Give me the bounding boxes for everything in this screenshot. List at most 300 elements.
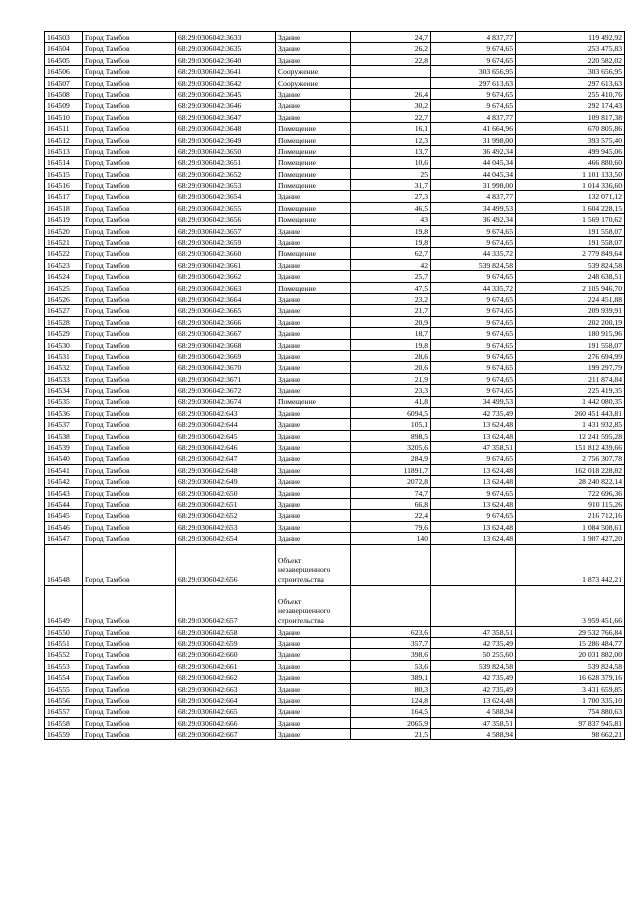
cadastral-value-cell: 297 613,63: [516, 77, 625, 88]
cadastral-number-cell: 68:29:0306042:3645: [176, 88, 276, 99]
table-row: [45, 626, 625, 637]
rate-cell: 34 499,53: [431, 396, 516, 407]
area-cell: 80,3: [351, 683, 431, 694]
city-cell: Город Тамбов: [83, 202, 176, 213]
cadastral-number-cell: 68:29:0306042:3665: [176, 305, 276, 316]
city-cell: Город Тамбов: [83, 430, 176, 441]
table-row: [45, 43, 625, 54]
area-cell: 6094,5: [351, 407, 431, 418]
table-row: [45, 476, 625, 487]
city-cell: Город Тамбов: [83, 88, 176, 99]
table-row: [45, 259, 625, 270]
table-row: [45, 100, 625, 111]
rate-cell: 9 674,65: [431, 385, 516, 396]
area-cell: 105,1: [351, 419, 431, 430]
cadastral-value-cell: 910 115,26: [516, 499, 625, 510]
cadastral-number-cell: 68:29:0306042:3655: [176, 202, 276, 213]
cadastral-number-cell: 68:29:0306042:666: [176, 717, 276, 728]
row-number: 164511: [45, 123, 83, 134]
row-number: 164540: [45, 453, 83, 464]
row-number: 164520: [45, 225, 83, 236]
cadastral-number-cell: 68:29:0306042:651: [176, 499, 276, 510]
table-row: [45, 111, 625, 122]
table-row: [45, 362, 625, 373]
city-cell: Город Тамбов: [83, 419, 176, 430]
table-row: [45, 694, 625, 705]
row-number: 164555: [45, 683, 83, 694]
table-row: [45, 419, 625, 430]
cadastral-value-cell: 303 656,95: [516, 66, 625, 77]
table-row: [45, 66, 625, 77]
rate-cell: 13 624,48: [431, 694, 516, 705]
city-cell: Город Тамбов: [83, 729, 176, 740]
cadastral-number-cell: 68:29:0306042:653: [176, 521, 276, 532]
city-cell: Город Тамбов: [83, 180, 176, 191]
rate-cell: 47 358,51: [431, 442, 516, 453]
cadastral-number-cell: 68:29:0306042:3642: [176, 77, 276, 88]
rate-cell: [431, 544, 516, 585]
rate-cell: 303 656,95: [431, 66, 516, 77]
rate-cell: 9 674,65: [431, 293, 516, 304]
cadastral-number-cell: 68:29:0306042:645: [176, 430, 276, 441]
rate-cell: 31 998,00: [431, 134, 516, 145]
object-type-cell: Помещение: [276, 145, 351, 156]
row-number: 164522: [45, 248, 83, 259]
city-cell: Город Тамбов: [83, 237, 176, 248]
city-cell: Город Тамбов: [83, 77, 176, 88]
rate-cell: 44 335,72: [431, 248, 516, 259]
cadastral-value-cell: 224 451,88: [516, 293, 625, 304]
cadastral-number-cell: 68:29:0306042:3664: [176, 293, 276, 304]
city-cell: Город Тамбов: [83, 316, 176, 327]
table-row: [45, 521, 625, 532]
cadastral-value-cell: 20 031 882,00: [516, 649, 625, 660]
cadastral-number-cell: 68:29:0306042:3666: [176, 316, 276, 327]
rate-cell: 36 492,34: [431, 214, 516, 225]
cadastral-number-cell: 68:29:0306042:3660: [176, 248, 276, 259]
city-cell: Город Тамбов: [83, 350, 176, 361]
rate-cell: 13 624,48: [431, 419, 516, 430]
area-cell: 10,6: [351, 157, 431, 168]
rate-cell: 539 824,58: [431, 259, 516, 270]
row-number: 164506: [45, 66, 83, 77]
row-number: 164538: [45, 430, 83, 441]
area-cell: 19,8: [351, 237, 431, 248]
cadastral-number-cell: 68:29:0306042:3635: [176, 43, 276, 54]
cadastral-number-cell: 68:29:0306042:3669: [176, 350, 276, 361]
table-row: [45, 88, 625, 99]
cadastral-number-cell: 68:29:0306042:646: [176, 442, 276, 453]
city-cell: Город Тамбов: [83, 373, 176, 384]
row-number: 164521: [45, 237, 83, 248]
area-cell: 62,7: [351, 248, 431, 259]
row-number: 164543: [45, 487, 83, 498]
rate-cell: 9 674,65: [431, 305, 516, 316]
object-type-cell: Здание: [276, 453, 351, 464]
area-cell: 19,8: [351, 225, 431, 236]
table-row: [45, 123, 625, 134]
row-number: 164536: [45, 407, 83, 418]
table-row: [45, 157, 625, 168]
object-type-cell: Помещение: [276, 248, 351, 259]
city-cell: Город Тамбов: [83, 111, 176, 122]
object-type-cell: Здание: [276, 533, 351, 544]
area-cell: 3205,6: [351, 442, 431, 453]
city-cell: Город Тамбов: [83, 168, 176, 179]
rate-cell: 36 492,34: [431, 145, 516, 156]
row-number: 164552: [45, 649, 83, 660]
area-cell: 22,8: [351, 54, 431, 65]
city-cell: Город Тамбов: [83, 453, 176, 464]
cadastral-value-cell: 1 907 427,20: [516, 533, 625, 544]
city-cell: Город Тамбов: [83, 487, 176, 498]
rate-cell: 9 674,65: [431, 487, 516, 498]
object-type-cell: Помещение: [276, 123, 351, 134]
rate-cell: 47 358,51: [431, 626, 516, 637]
cadastral-value-cell: 1 442 080,35: [516, 396, 625, 407]
city-cell: Город Тамбов: [83, 694, 176, 705]
object-type-cell: Здание: [276, 385, 351, 396]
cadastral-value-cell: 1 014 336,60: [516, 180, 625, 191]
cadastral-number-cell: 68:29:0306042:664: [176, 694, 276, 705]
rate-cell: 4 837,77: [431, 191, 516, 202]
rate-cell: 9 674,65: [431, 43, 516, 54]
cadastral-number-cell: 68:29:0306042:3656: [176, 214, 276, 225]
rate-cell: 13 624,48: [431, 499, 516, 510]
area-cell: 66,8: [351, 499, 431, 510]
city-cell: Город Тамбов: [83, 271, 176, 282]
area-cell: 22,4: [351, 510, 431, 521]
table-row: [45, 544, 625, 585]
area-cell: 79,6: [351, 521, 431, 532]
table-row: [45, 225, 625, 236]
cadastral-value-cell: 539 824,58: [516, 259, 625, 270]
city-cell: Город Тамбов: [83, 717, 176, 728]
city-cell: Город Тамбов: [83, 533, 176, 544]
area-cell: 2072,8: [351, 476, 431, 487]
table-row: [45, 396, 625, 407]
area-cell: 25: [351, 168, 431, 179]
row-number: 164551: [45, 637, 83, 648]
cadastral-value-cell: 202 200,19: [516, 316, 625, 327]
rate-cell: 4 837,77: [431, 111, 516, 122]
table-row: [45, 282, 625, 293]
row-number: 164548: [45, 544, 83, 585]
rate-cell: 42 735,49: [431, 407, 516, 418]
row-number: 164510: [45, 111, 83, 122]
area-cell: 2065,9: [351, 717, 431, 728]
row-number: 164527: [45, 305, 83, 316]
table-row: [45, 683, 625, 694]
city-cell: Город Тамбов: [83, 362, 176, 373]
object-type-cell: Здание: [276, 442, 351, 453]
cadastral-value-cell: 12 241 595,28: [516, 430, 625, 441]
object-type-cell: Помещение: [276, 168, 351, 179]
rate-cell: [431, 585, 516, 626]
rate-cell: 13 624,48: [431, 464, 516, 475]
object-type-cell: Здание: [276, 43, 351, 54]
area-cell: 74,7: [351, 487, 431, 498]
city-cell: Город Тамбов: [83, 637, 176, 648]
object-type-cell: Помещение: [276, 134, 351, 145]
city-cell: Город Тамбов: [83, 134, 176, 145]
cadastral-value-cell: 3 431 659,85: [516, 683, 625, 694]
cadastral-value-cell: 97 837 945,81: [516, 717, 625, 728]
table-row: [45, 637, 625, 648]
area-cell: 24,7: [351, 32, 431, 43]
cadastral-value-cell: 209 939,91: [516, 305, 625, 316]
area-cell: 41,8: [351, 396, 431, 407]
table-row: [45, 729, 625, 740]
cadastral-value-cell: 255 410,76: [516, 88, 625, 99]
area-cell: 23,2: [351, 293, 431, 304]
cadastral-number-cell: 68:29:0306042:656: [176, 544, 276, 585]
row-number: 164515: [45, 168, 83, 179]
area-cell: 27,3: [351, 191, 431, 202]
rate-cell: 9 674,65: [431, 316, 516, 327]
cadastral-number-cell: 68:29:0306042:663: [176, 683, 276, 694]
cadastral-value-cell: 2 756 307,78: [516, 453, 625, 464]
city-cell: Город Тамбов: [83, 683, 176, 694]
city-cell: Город Тамбов: [83, 32, 176, 43]
object-type-cell: Здание: [276, 339, 351, 350]
row-number: 164525: [45, 282, 83, 293]
object-type-cell: Здание: [276, 111, 351, 122]
cadastral-value-cell: 191 558,07: [516, 339, 625, 350]
area-cell: 43: [351, 214, 431, 225]
cadastral-number-cell: 68:29:0306042:660: [176, 649, 276, 660]
city-cell: Город Тамбов: [83, 660, 176, 671]
rate-cell: 13 624,48: [431, 430, 516, 441]
object-type-cell: Здание: [276, 237, 351, 248]
object-type-cell: Здание: [276, 717, 351, 728]
city-cell: Город Тамбов: [83, 385, 176, 396]
object-type-cell: Объект незавершенного строительства: [276, 544, 351, 585]
table-row: [45, 305, 625, 316]
rate-cell: 13 624,48: [431, 476, 516, 487]
area-cell: 12,3: [351, 134, 431, 145]
city-cell: Город Тамбов: [83, 544, 176, 585]
cadastral-value-cell: 180 915,96: [516, 328, 625, 339]
area-cell: [351, 585, 431, 626]
table-row: [45, 339, 625, 350]
cadastral-number-cell: 68:29:0306042:658: [176, 626, 276, 637]
city-cell: Город Тамбов: [83, 499, 176, 510]
area-cell: 13,7: [351, 145, 431, 156]
city-cell: Город Тамбов: [83, 259, 176, 270]
table-row: [45, 77, 625, 88]
row-number: 164559: [45, 729, 83, 740]
cadastral-number-cell: 68:29:0306042:3651: [176, 157, 276, 168]
cadastral-value-cell: 248 638,51: [516, 271, 625, 282]
row-number: 164549: [45, 585, 83, 626]
object-type-cell: Здание: [276, 660, 351, 671]
cadastral-value-cell: 1 101 133,50: [516, 168, 625, 179]
rate-cell: 34 499,53: [431, 202, 516, 213]
table-row: [45, 649, 625, 660]
cadastral-value-cell: 276 694,99: [516, 350, 625, 361]
row-number: 164539: [45, 442, 83, 453]
city-cell: Город Тамбов: [83, 43, 176, 54]
cadastral-value-cell: 3 959 451,66: [516, 585, 625, 626]
row-number: 164529: [45, 328, 83, 339]
area-cell: 623,6: [351, 626, 431, 637]
rate-cell: 9 674,65: [431, 100, 516, 111]
city-cell: Город Тамбов: [83, 706, 176, 717]
row-number: 164545: [45, 510, 83, 521]
cadastral-value-cell: 292 174,43: [516, 100, 625, 111]
rate-cell: 13 624,48: [431, 521, 516, 532]
area-cell: 26,4: [351, 88, 431, 99]
area-cell: 389,1: [351, 672, 431, 683]
cadastral-number-cell: 68:29:0306042:3653: [176, 180, 276, 191]
table-row: [45, 316, 625, 327]
cadastral-number-cell: 68:29:0306042:3652: [176, 168, 276, 179]
object-type-cell: Сооружение: [276, 66, 351, 77]
city-cell: Город Тамбов: [83, 585, 176, 626]
table-row: [45, 717, 625, 728]
table-row: [45, 271, 625, 282]
object-type-cell: Здание: [276, 293, 351, 304]
cadastral-number-cell: 68:29:0306042:644: [176, 419, 276, 430]
table-row: [45, 134, 625, 145]
cadastral-value-cell: 225 419,35: [516, 385, 625, 396]
table-row: [45, 32, 625, 43]
area-cell: 46,5: [351, 202, 431, 213]
area-cell: 23,3: [351, 385, 431, 396]
cadastral-number-cell: 68:29:0306042:3648: [176, 123, 276, 134]
city-cell: Город Тамбов: [83, 54, 176, 65]
city-cell: Город Тамбов: [83, 100, 176, 111]
cadastral-value-cell: 1 084 508,61: [516, 521, 625, 532]
row-number: 164556: [45, 694, 83, 705]
row-number: 164517: [45, 191, 83, 202]
cadastral-value-cell: 191 558,07: [516, 225, 625, 236]
rate-cell: 9 674,65: [431, 328, 516, 339]
rate-cell: 539 824,58: [431, 660, 516, 671]
rate-cell: 31 998,00: [431, 180, 516, 191]
cadastral-number-cell: 68:29:0306042:3661: [176, 259, 276, 270]
cadastral-value-cell: 2 105 946,70: [516, 282, 625, 293]
rate-cell: 42 735,49: [431, 637, 516, 648]
row-number: 164546: [45, 521, 83, 532]
object-type-cell: Здание: [276, 350, 351, 361]
cadastral-value-cell: 393 575,40: [516, 134, 625, 145]
object-type-cell: Здание: [276, 362, 351, 373]
row-number: 164514: [45, 157, 83, 168]
city-cell: Город Тамбов: [83, 339, 176, 350]
object-type-cell: Помещение: [276, 180, 351, 191]
table-row: [45, 706, 625, 717]
table-row: [45, 54, 625, 65]
table-row: [45, 248, 625, 259]
cadastral-number-cell: 68:29:0306042:657: [176, 585, 276, 626]
cadastral-value-cell: 539 824,58: [516, 660, 625, 671]
city-cell: Город Тамбов: [83, 396, 176, 407]
row-number: 164507: [45, 77, 83, 88]
row-number: 164553: [45, 660, 83, 671]
object-type-cell: Здание: [276, 271, 351, 282]
cadastral-value-cell: 15 286 484,77: [516, 637, 625, 648]
city-cell: Город Тамбов: [83, 66, 176, 77]
table-row: [45, 328, 625, 339]
object-type-cell: Здание: [276, 464, 351, 475]
cadastral-number-cell: 68:29:0306042:662: [176, 672, 276, 683]
table-row: [45, 237, 625, 248]
cadastral-value-cell: 109 817,38: [516, 111, 625, 122]
cadastral-number-cell: 68:29:0306042:665: [176, 706, 276, 717]
table-row: [45, 373, 625, 384]
rate-cell: 44 335,72: [431, 282, 516, 293]
object-type-cell: Здание: [276, 419, 351, 430]
cadastral-number-cell: 68:29:0306042:3641: [176, 66, 276, 77]
cadastral-number-cell: 68:29:0306042:3646: [176, 100, 276, 111]
city-cell: Город Тамбов: [83, 672, 176, 683]
rate-cell: 9 674,65: [431, 362, 516, 373]
rate-cell: 4 837,77: [431, 32, 516, 43]
object-type-cell: Здание: [276, 649, 351, 660]
object-type-cell: Здание: [276, 88, 351, 99]
area-cell: 124,8: [351, 694, 431, 705]
table-row: [45, 202, 625, 213]
rate-cell: 9 674,65: [431, 350, 516, 361]
cadastral-value-cell: 191 558,07: [516, 237, 625, 248]
area-cell: 19,8: [351, 339, 431, 350]
object-type-cell: Здание: [276, 626, 351, 637]
cadastral-number-cell: 68:29:0306042:643: [176, 407, 276, 418]
table-row: [45, 293, 625, 304]
cadastral-value-cell: 1 873 442,21: [516, 544, 625, 585]
cadastral-number-cell: 68:29:0306042:654: [176, 533, 276, 544]
row-number: 164554: [45, 672, 83, 683]
cadastral-number-cell: 68:29:0306042:3640: [176, 54, 276, 65]
object-type-cell: Здание: [276, 54, 351, 65]
cadastral-number-cell: 68:29:0306042:3657: [176, 225, 276, 236]
object-type-cell: Здание: [276, 328, 351, 339]
area-cell: 21,9: [351, 373, 431, 384]
rate-cell: 9 674,65: [431, 237, 516, 248]
rate-cell: 4 588,94: [431, 729, 516, 740]
rate-cell: 9 674,65: [431, 453, 516, 464]
object-type-cell: Здание: [276, 729, 351, 740]
row-number: 164524: [45, 271, 83, 282]
city-cell: Город Тамбов: [83, 145, 176, 156]
cadastral-value-cell: 1 700 335,10: [516, 694, 625, 705]
area-cell: 898,5: [351, 430, 431, 441]
area-cell: [351, 66, 431, 77]
area-cell: 22,7: [351, 111, 431, 122]
cadastral-value-cell: 132 071,12: [516, 191, 625, 202]
object-type-cell: Здание: [276, 637, 351, 648]
city-cell: Город Тамбов: [83, 521, 176, 532]
rate-cell: 41 664,96: [431, 123, 516, 134]
row-number: 164512: [45, 134, 83, 145]
object-type-cell: Здание: [276, 316, 351, 327]
rate-cell: 4 588,94: [431, 706, 516, 717]
object-type-cell: Помещение: [276, 214, 351, 225]
city-cell: Город Тамбов: [83, 157, 176, 168]
table-body: [45, 32, 625, 740]
rate-cell: 9 674,65: [431, 54, 516, 65]
object-type-cell: Здание: [276, 259, 351, 270]
rate-cell: 9 674,65: [431, 339, 516, 350]
area-cell: 164,5: [351, 706, 431, 717]
row-number: 164547: [45, 533, 83, 544]
row-number: 164541: [45, 464, 83, 475]
cadastral-value-cell: 151 812 439,66: [516, 442, 625, 453]
cadastral-value-table: [44, 31, 625, 740]
area-cell: 42: [351, 259, 431, 270]
